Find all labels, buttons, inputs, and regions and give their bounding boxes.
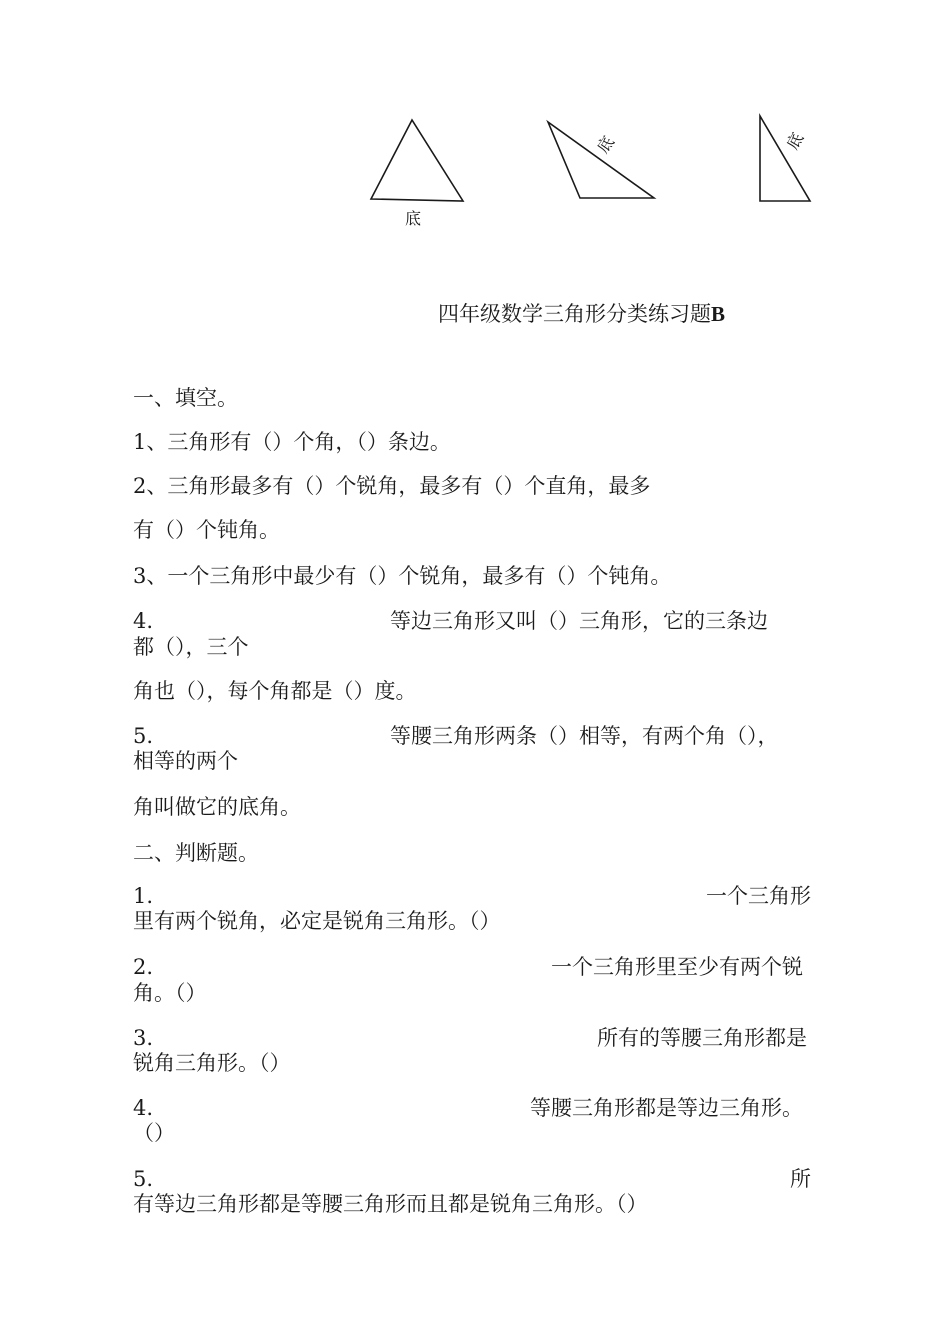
base-label-3: 底 [782,129,808,153]
fill-q4-text: 等边三角形又叫（）三角形，它的三条边 [390,609,768,633]
section1-heading: 一、填空。 [133,386,238,410]
fill-q2-line2: 有（）个钝角。 [133,518,280,542]
judge-q2-cont: 角。（） [133,981,207,1005]
base-label-2: 底 [593,132,618,157]
judge-q3-cont: 锐角三角形。（） [133,1051,291,1075]
fill-q5-line3: 角叫做它的底角。 [133,795,301,819]
judge-q5-number: 5. [133,1167,154,1191]
judge-q4-number: 4. [133,1096,154,1120]
triangle-figures [0,0,950,250]
judge-q5-text: 所 [790,1167,811,1191]
base-label-1: 底 [405,209,422,228]
fill-q4-line3: 角也（），每个角都是（）度。 [133,679,417,703]
judge-q1-number: 1. [133,884,154,908]
title-main: 四年级数学三角形分类练习题 [438,302,711,326]
fill-q5-number: 5. [133,724,154,748]
fill-q5-line2: 相等的两个 [133,749,238,773]
page-title [438,300,725,328]
fill-q2-line1: 2、三角形最多有（）个锐角，最多有（）个直角，最多 [133,474,651,498]
judge-q3-text: 所有的等腰三角形都是 [597,1026,807,1050]
judge-q2-number: 2. [133,955,154,979]
triangle-acute [371,120,463,201]
triangle-right [760,116,810,201]
section2-heading: 二、判断题。 [133,841,259,865]
judge-q1-text: 一个三角形 [706,884,811,908]
fill-q1: 1、三角形有（）个角，（）条边。 [133,430,451,454]
fill-q3: 3、一个三角形中最少有（）个锐角，最多有（）个钝角。 [133,564,672,588]
judge-q4-cont: （） [133,1121,175,1145]
fill-q4-number: 4. [133,609,154,633]
fill-q4-line2: 都（），三个 [133,635,249,659]
judge-q4-text: 等腰三角形都是等边三角形。 [530,1096,803,1120]
judge-q2-text: 一个三角形里至少有两个锐 [551,955,803,979]
title-suffix: B [711,302,726,326]
judge-q5-cont: 有等边三角形都是等腰三角形而且都是锐角三角形。（） [133,1192,648,1216]
judge-q3-number: 3. [133,1026,154,1050]
judge-q1-cont: 里有两个锐角，必定是锐角三角形。（） [133,909,501,933]
fill-q5-text: 等腰三角形两条（）相等，有两个角（）， [390,724,779,748]
